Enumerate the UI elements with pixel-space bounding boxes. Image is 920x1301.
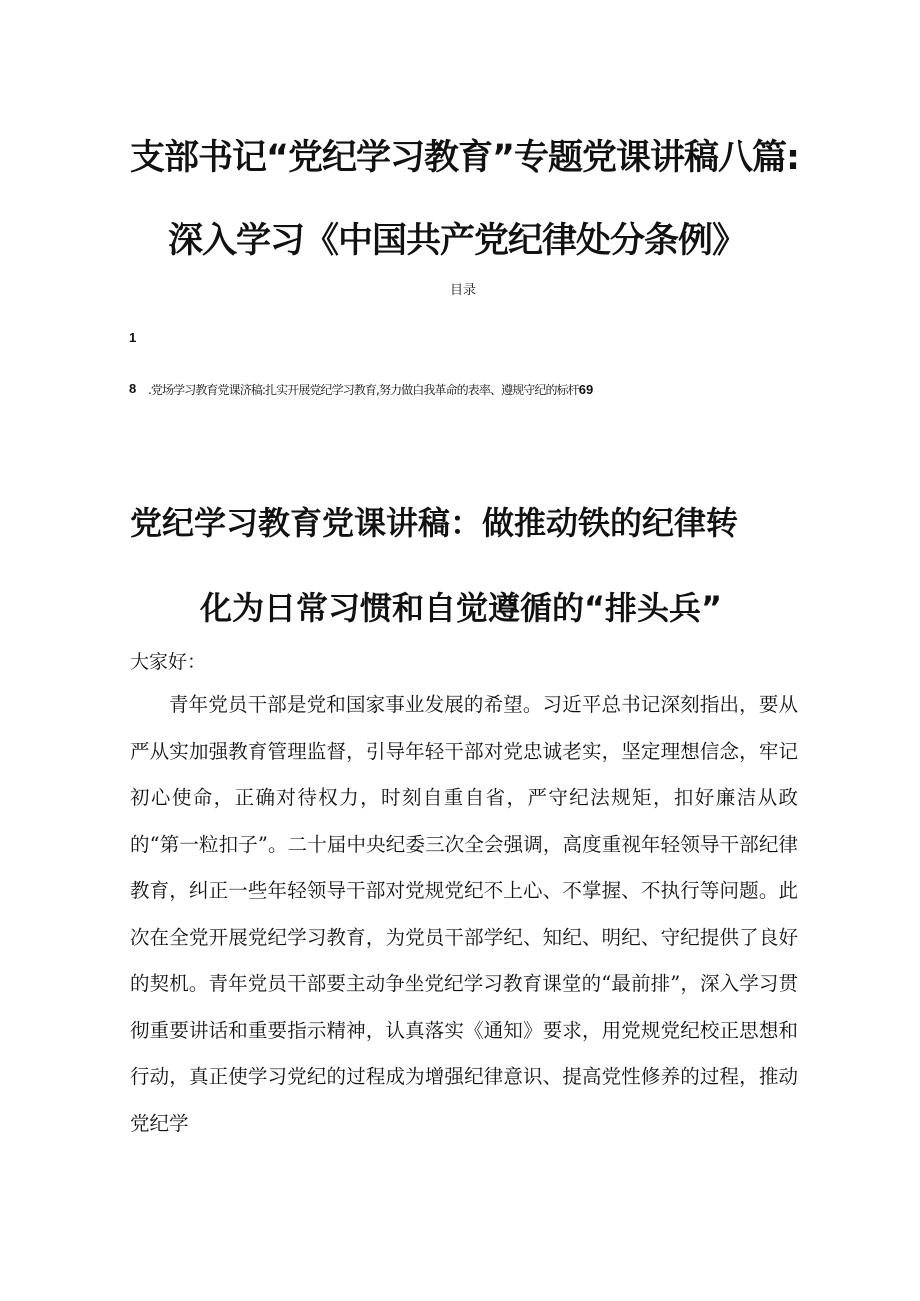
body-paragraph: 青年党员干部是党和国家事业发展的希望。习近平总书记深刻指出，要从严从实加强教育管理监督，引导年轻干部对党忠诚老实，坚定理想信念，牢记初心使命，正确对待权力，时刻自重自省，严守纪法规矩，扣好廉洁从政的“第一粒扣子”。二十届中央纪委三次全会强调，高度重视年轻领导干部纪律教育，纠正一些年轻领导干部对党规党纪不上心、不掌握、不执行等问题。此次在全党开展党纪学习教育，为党员干部学纪、知纪、明纪、守纪提供了良好的契机。青年党员干部要主动争坐党纪学习教育课堂的“最前排”，深入学习贯彻重要讲话和重要指示精神，认真落实《通知》要求，用党规党纪校正思想和行动，真正使学习党纪的过程成为增强纪律意识、提高党性修养的过程，推动党纪学	[130, 693, 798, 1135]
article-title-line-2: 化为日常习惯和自觉遵循的“排头兵”	[200, 589, 723, 627]
toc-item-number-8: 8	[129, 381, 137, 396]
toc-item-number-1: 1	[129, 330, 137, 345]
article-title-line-1: 党纪学习教育党课讲稿：做推动铁的纪律转	[130, 504, 739, 542]
toc-entry-8[interactable]	[148, 381, 593, 398]
toc-entry-text: .党场学习教育党课济稿:扎实开展党纪学习教育,努力做白我革命的表率、遵规守纪的标杆	[148, 383, 579, 397]
toc-entry-page-number: 69	[578, 382, 594, 397]
toc-heading: 目录	[450, 283, 477, 298]
document-title-line-1: 支部书记“党纪学习教育”专题党课讲稿八篇:	[130, 138, 800, 178]
salutation: 大家好：	[130, 651, 207, 673]
document-title-line-2: 深入学习《中国共产党纪律处分条例》	[168, 221, 747, 261]
